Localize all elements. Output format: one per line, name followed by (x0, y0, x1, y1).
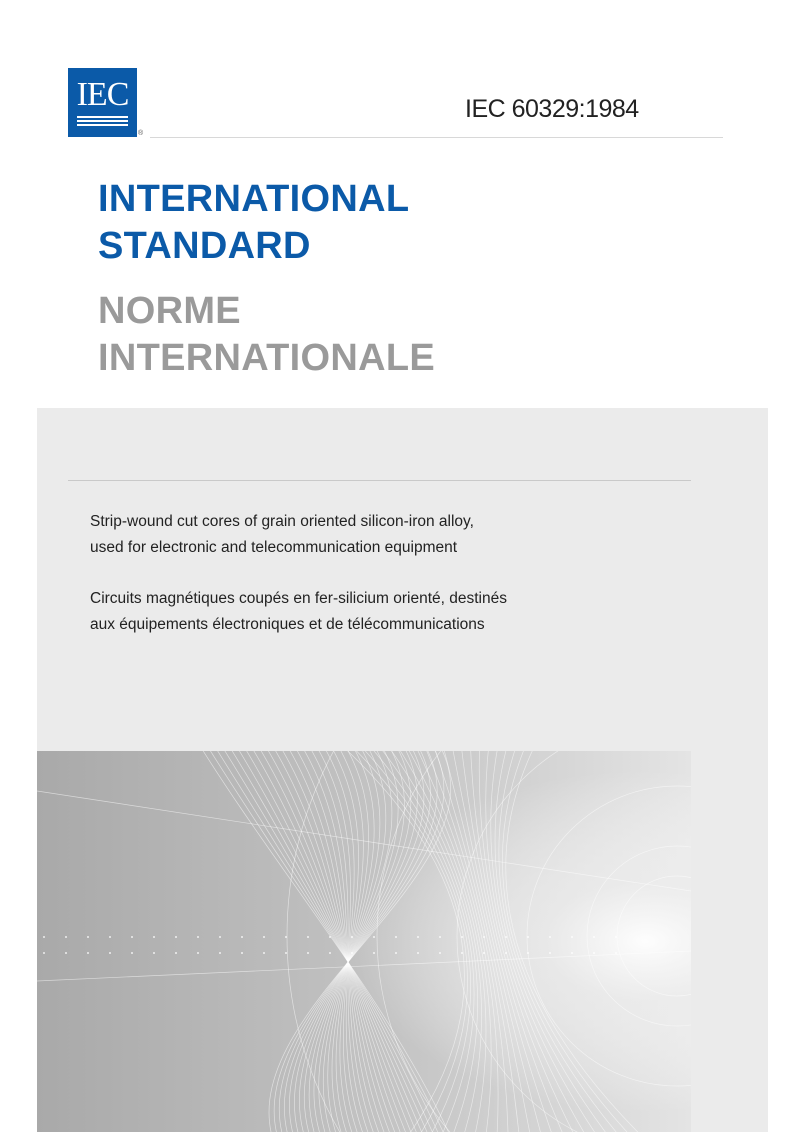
description-english (90, 509, 474, 561)
description-french-line1: Circuits magnétiques coupés en fer-silicium orienté, destinés (90, 590, 507, 607)
title-french (98, 288, 435, 382)
title-english (98, 176, 409, 270)
description-french-line2: aux équipements électroniques et de télécommunications (90, 616, 485, 633)
logo-text: IEC (76, 76, 129, 113)
logo-lines (77, 116, 128, 128)
description-english-line1: Strip-wound cut cores of grain oriented silicon-iron alloy, (90, 513, 474, 530)
document-number: IEC 60329:1984 (465, 95, 639, 123)
description-english-line2: used for electronic and telecommunication equipment (90, 539, 458, 556)
iec-logo (68, 68, 137, 137)
title-english-line2: STANDARD (98, 225, 311, 267)
cover-artwork (37, 751, 691, 1132)
description-french (90, 586, 507, 638)
title-french-line1: NORME (98, 290, 241, 332)
header-divider (150, 137, 723, 138)
registered-mark: ® (138, 130, 144, 137)
title-french-line2: INTERNATIONALE (98, 337, 436, 379)
title-english-line1: INTERNATIONAL (98, 178, 410, 220)
panel-divider (68, 480, 691, 481)
cover-artwork-graphic (37, 751, 691, 1132)
